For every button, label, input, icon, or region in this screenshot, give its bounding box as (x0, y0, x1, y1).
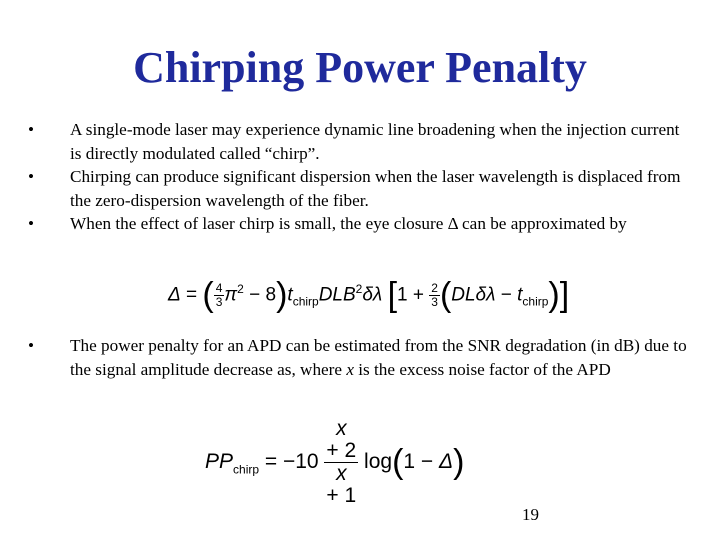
bullet-dot: • (28, 214, 35, 233)
bullet-dot: • (28, 167, 35, 186)
bullet-item (28, 334, 688, 381)
bullet-item (28, 212, 688, 236)
bullet-text: When the effect of laser chirp is small, the eye closure Δ can be approximated by (70, 214, 627, 233)
page-number: 19 (522, 505, 539, 524)
slide-title: Chirping Power Penalty (133, 43, 587, 92)
bullet-text-suffix: is the excess noise factor of the APD (353, 359, 611, 379)
power-penalty-equation: $PP_{chirp} = -10$ x + 2 x + 1 log(1 − Δ) (205, 417, 465, 508)
bullet-item (28, 118, 688, 165)
bullet-list (28, 118, 688, 236)
bullet-dot: • (28, 120, 35, 139)
bullet-text: The power penalty for an APD can be estimated from the SNR degradation (in dB) due to the signal amplitude decrease as, where (70, 336, 687, 379)
bullet-item (28, 165, 688, 212)
bullet-text: A single-mode laser may experience dynamic line broadening when the injection current is directly modulated called “chirp”. (70, 120, 680, 163)
excess-noise-variable: x (346, 359, 354, 379)
bullet-dot: • (28, 336, 35, 355)
eye-closure-equation: Δ = ( $\frac{4}{3}$ $\pi^2 - 8)t_{chirp}DLB^2\delta\lambda$ [1 + $\frac{2}{3}$ $(DL\delta\lambda - t_{chirp})$] (168, 276, 570, 314)
bullet-text: Chirping can produce significant dispersion when the laser wavelength is displaced from the zero-dispersion wavelength of the fiber. (70, 167, 681, 210)
